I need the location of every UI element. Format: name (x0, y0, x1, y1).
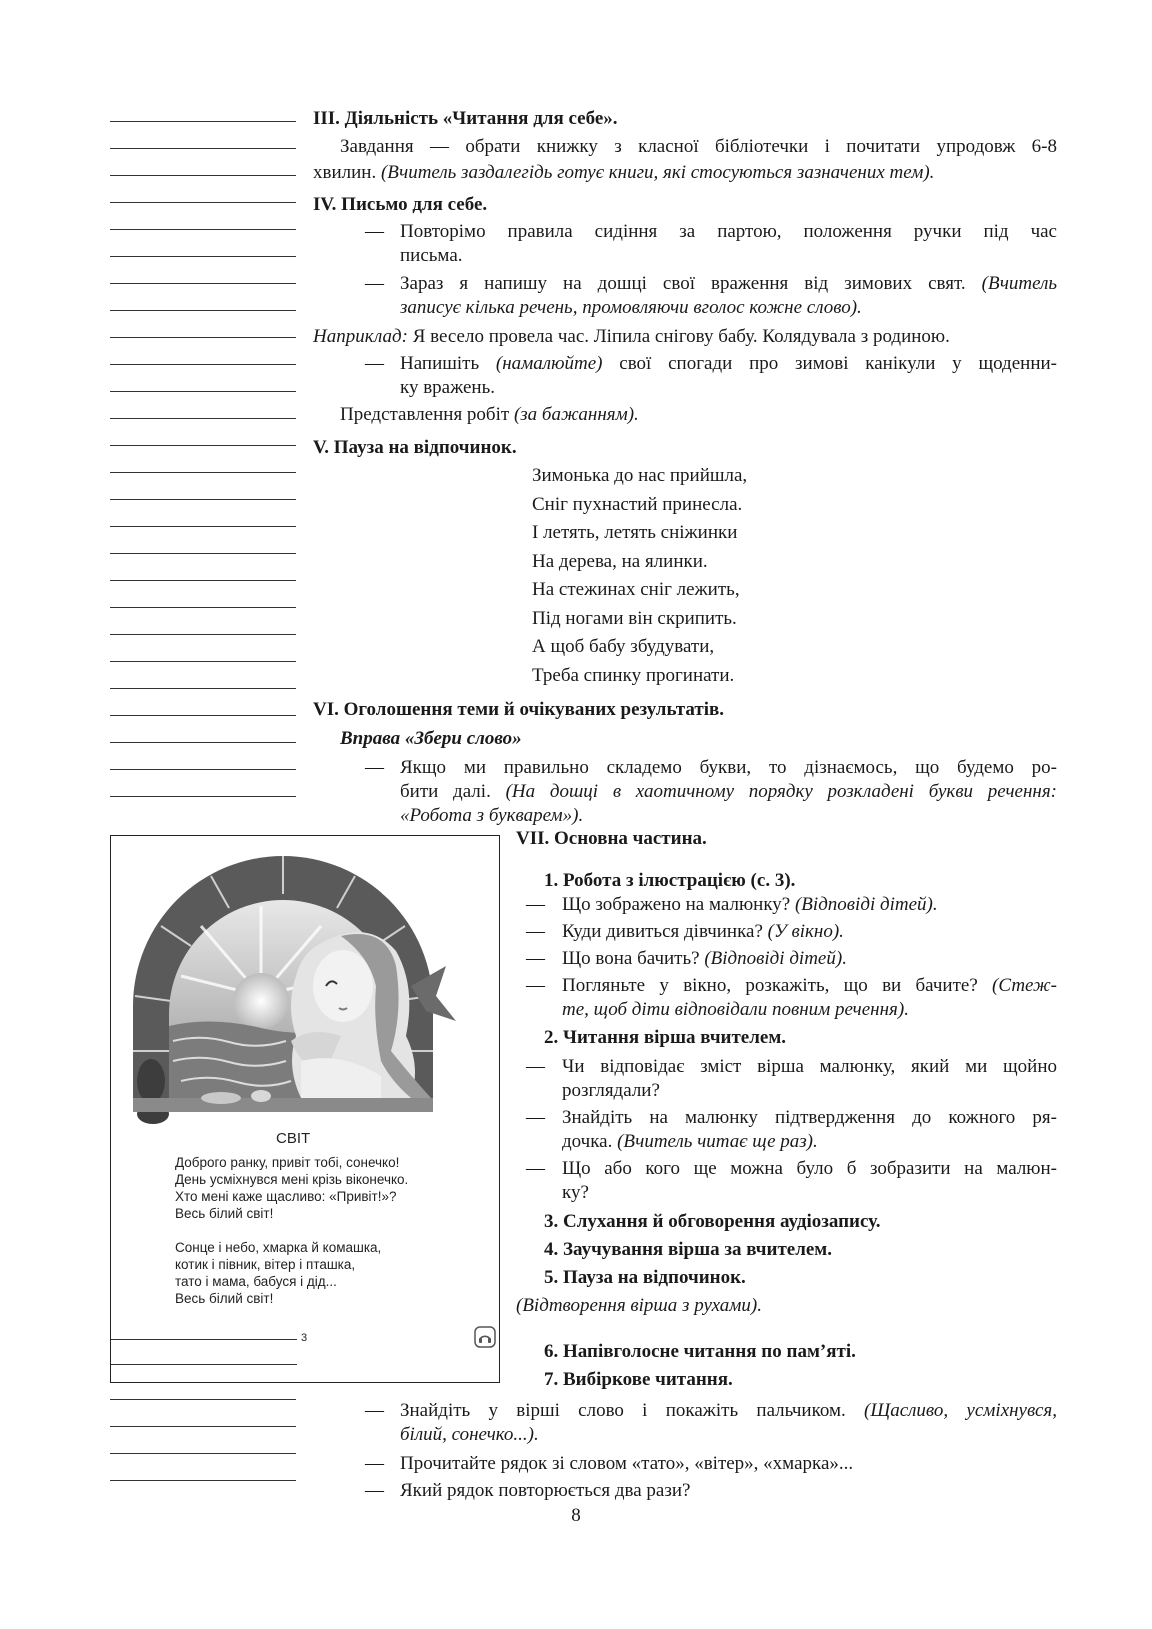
margin-line (110, 1453, 296, 1454)
section-7-sub2: 2. Читання вірша вчителем. (544, 1027, 787, 1048)
section-6-exercise: Вправа «Збери слово» (340, 728, 522, 749)
margin-line (110, 742, 296, 743)
dash-bullet: — (365, 1400, 384, 1421)
section-7-r1-line2: білий, сонечко...). (400, 1424, 539, 1445)
book-poem-line: Доброго ранку, привіт тобі, сонечко! (175, 1155, 400, 1170)
section-7-heading: VII. Основна частина. (516, 828, 707, 849)
book-poem-line: Весь білий світ! (175, 1291, 274, 1306)
section-4-item3-line1: Напишіть (намалюйте) свої спогади про зимові канікули у щоденни- (400, 353, 1057, 374)
section-7-q4: Погляньте у вікно, розкажіть, що ви бачите? (Стеж- (562, 975, 1057, 996)
margin-line (110, 418, 296, 419)
margin-line (110, 148, 296, 149)
section-7-q6-line2: дочка. (Вчитель читає ще раз). (562, 1131, 818, 1152)
book-poem-line: котик і півник, вітер і пташка, (175, 1257, 356, 1272)
section-7-sub4: 4. Заучування вірша за вчителем. (544, 1239, 832, 1260)
poem-line: Треба спинку прогинати. (532, 664, 735, 686)
section-7-r3: Який рядок повторюється два рази? (400, 1480, 691, 1501)
section-7-q7-line2: ку? (562, 1182, 589, 1203)
book-poem-line: Хто мені каже щасливо: «Привіт!»? (175, 1189, 397, 1204)
section-6-item-line2: бити далі. (На дошці в хаотичному порядку розкладені букви речення: (400, 781, 1057, 802)
margin-line (110, 553, 296, 554)
margin-line (110, 391, 296, 392)
section-7-q1: Що зображено на малюнку? (Відповіді дітей). (562, 894, 938, 915)
section-4-item3-line2: ку вражень. (400, 377, 496, 398)
poem-line: Зимонька до нас прийшла, (532, 465, 748, 486)
margin-line (110, 337, 296, 338)
poem-line: На стежинах сніг лежить, (532, 579, 740, 600)
section-4-heading: IV. Письмо для себе. (313, 194, 488, 215)
section-7-sub3: 3. Слухання й обговорення аудіозапису. (544, 1211, 881, 1232)
margin-line (110, 580, 296, 581)
section-4-presentation: Представлення робіт (за бажанням). (340, 404, 639, 425)
section-7-sub6: 6. Напівголосне читання по пам’яті. (544, 1341, 856, 1362)
poem (532, 462, 747, 690)
margin-line (110, 1426, 296, 1427)
section-7-q3: Що вона бачить? (Відповіді дітей). (562, 948, 847, 969)
section-7-sub5-note: (Відтворення вірша з рухами). (516, 1295, 763, 1316)
section-3-heading: III. Діяльність «Читання для себе». (313, 108, 618, 129)
section-3-task-line1: Завдання — обрати книжку з класної бібліотечки і почитати упродовж 6-8 (340, 136, 1057, 157)
poem-line: Під ногами він скрипить. (532, 607, 737, 629)
page-number: 8 (571, 1505, 581, 1526)
margin-line (110, 229, 296, 230)
margin-line (110, 634, 296, 635)
margin-line (110, 688, 296, 689)
section-7-sub7: 7. Вибіркове читання. (544, 1369, 733, 1390)
book-page-illustration (110, 835, 500, 1383)
section-7-q6-line1: Знайдіть на малюнку підтвердження до кожного ря- (562, 1107, 1057, 1128)
margin-line (110, 175, 296, 176)
audio-icon (474, 1326, 496, 1348)
section-4-item1-line1: Повторімо правила сидіння за партою, положення ручки під час (400, 221, 1057, 242)
margin-line (110, 445, 296, 446)
book-footer-line (111, 1339, 297, 1340)
margin-line (110, 283, 296, 284)
section-6-item-line1: Якщо ми правильно складемо букви, то дізнаємось, що будемо ро- (400, 757, 1057, 778)
section-7-sub5: 5. Пауза на відпочинок. (544, 1267, 746, 1288)
margin-line (110, 1399, 296, 1400)
margin-line (110, 499, 296, 500)
book-poem (175, 1154, 408, 1307)
dash-bullet: — (365, 353, 384, 374)
dash-bullet: — (526, 894, 545, 915)
section-7-q2: Куди дивиться дівчинка? (У вікно). (562, 921, 844, 942)
margin-line (110, 715, 296, 716)
margin-line (110, 796, 296, 797)
section-7-r1-line1: Знайдіть у вірші слово і покажіть пальчиком. (Щасливо, усміхнувся, (400, 1400, 1057, 1421)
section-7-r2: Прочитайте рядок зі словом «тато», «вітер», «хмарка»... (400, 1453, 854, 1474)
margin-line (110, 364, 296, 365)
dash-bullet: — (526, 1107, 545, 1128)
section-4-example: Наприклад: Я весело провела час. Ліпила снігову бабу. Колядувала з родиною. (313, 326, 950, 347)
section-7-q4-line2: те, щоб діти відповідали повним речення). (562, 999, 909, 1020)
book-poem-line: тато і мама, бабуся і дід... (175, 1274, 337, 1289)
margin-line (110, 661, 296, 662)
margin-line (110, 121, 296, 122)
dash-bullet: — (365, 1453, 384, 1474)
dash-bullet: — (526, 921, 545, 942)
dash-bullet: — (526, 1158, 545, 1179)
book-footer-line (111, 1364, 297, 1365)
dash-bullet: — (365, 757, 384, 778)
section-4-item2-line2: записує кілька речень, промовляючи вголос кожне слово). (400, 297, 862, 318)
section-6-item-line3: «Робота з букварем»). (400, 805, 584, 826)
section-3-task-line2: хвилин. (Вчитель заздалегідь готує книги, які стосуються зазначених тем). (313, 162, 935, 183)
margin-line (110, 526, 296, 527)
book-poem-line: День усміхнувся мені крізь віконечко. (175, 1172, 409, 1187)
book-poem-line (175, 1222, 408, 1239)
dash-bullet: — (365, 221, 384, 242)
poem-line: А щоб бабу збудувати, (532, 636, 715, 657)
book-poem-title: СВІТ (276, 1130, 311, 1147)
section-7-q5-line1: Чи відповідає зміст вірша малюнку, який ми щойно (562, 1056, 1057, 1077)
dash-bullet: — (526, 1056, 545, 1077)
margin-line (110, 607, 296, 608)
margin-line (110, 472, 296, 473)
section-4-item2-line1: Зараз я напишу на дошці свої враження від зимових свят. (Вчитель (400, 273, 1057, 294)
margin-line (110, 310, 296, 311)
dash-bullet: — (526, 948, 545, 969)
margin-line (110, 769, 296, 770)
margin-line (110, 1480, 296, 1481)
dash-bullet: — (526, 975, 545, 996)
poem-line: Сніг пухнастий принесла. (532, 493, 743, 515)
margin-line (110, 256, 296, 257)
margin-line (110, 202, 296, 203)
book-page-number: 3 (301, 1332, 308, 1344)
dash-bullet: — (365, 273, 384, 294)
poem-line: І летять, летять сніжинки (532, 522, 738, 543)
section-6-heading: VI. Оголошення теми й очікуваних результатів. (313, 699, 724, 720)
dash-bullet: — (365, 1480, 384, 1501)
section-4-item1-line2: письма. (400, 245, 463, 266)
book-poem-line: Сонце і небо, хмарка й комашка, (175, 1240, 382, 1255)
poem-line: На дерева, на ялинки. (532, 550, 708, 572)
section-5-heading: V. Пауза на відпочинок. (313, 437, 517, 458)
book-poem-line: Весь білий світ! (175, 1206, 274, 1221)
section-7-q7-line1: Що або кого ще можна було б зобразити на малюн- (562, 1158, 1057, 1179)
section-7-sub1: 1. Робота з ілюстрацією (с. 3). (544, 870, 796, 891)
section-7-q5-line2: розглядали? (562, 1080, 660, 1101)
